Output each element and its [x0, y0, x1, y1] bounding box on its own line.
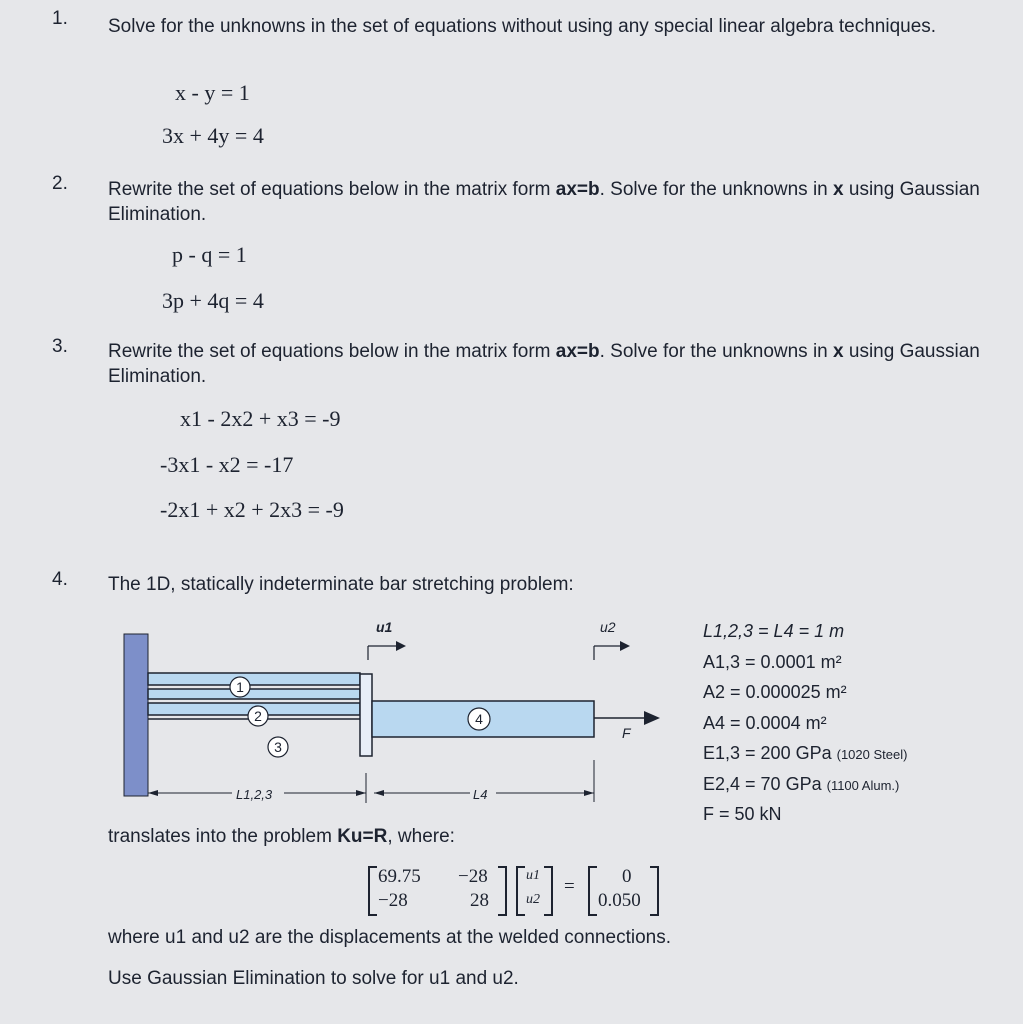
where-line: where u1 and u2 are the displacements at the welded connections. — [108, 927, 671, 948]
problem-2-number: 2. — [52, 173, 68, 194]
problem-2-equation-1: p - q = 1 — [172, 242, 247, 267]
K-11: 69.75 — [378, 866, 421, 887]
translates-line: translates into the problem Ku=R, where: — [108, 826, 455, 847]
bar-1 — [148, 673, 360, 685]
property-length: L1,2,3 = L4 = 1 m — [703, 621, 845, 641]
problem-1-equation-1: x - y = 1 — [175, 80, 250, 105]
problem-3-prompt: Rewrite the set of equations below in the matrix form ax=b. Solve for the unknowns in x using Gaussian Elimination. — [108, 341, 980, 387]
bar-label-4: 4 — [475, 711, 483, 727]
problem-3-equation-2: -3x1 - x2 = -17 — [160, 452, 294, 477]
problem-2-prompt: Rewrite the set of equations below in the matrix form ax=b. Solve for the unknowns in x using Gaussian Elimination. — [108, 179, 980, 225]
K-12: −28 — [458, 866, 488, 887]
problem-2-equation-2: 3p + 4q = 4 — [162, 288, 264, 313]
problem-4-prompt: The 1D, statically indeterminate bar stretching problem: — [108, 574, 574, 595]
property-area-1-3: A1,3 = 0.0001 m² — [703, 651, 842, 672]
property-force: F = 50 kN — [703, 804, 782, 824]
bar-label-1: 1 — [236, 679, 244, 695]
R-1: 0 — [622, 866, 632, 887]
problem-1-prompt: Solve for the unknowns in the set of equations without using any special linear algebra techniques. — [108, 16, 937, 37]
problem-1-number: 1. — [52, 8, 68, 29]
problem-1-equation-2: 3x + 4y = 4 — [162, 123, 264, 148]
length-label-a: L1,2,3 — [236, 787, 273, 802]
u1-label: u1 — [376, 619, 393, 635]
u2-label: u2 — [600, 619, 616, 635]
problem-4-number: 4. — [52, 569, 68, 590]
final-instruction: Use Gaussian Elimination to solve for u1 and u2. — [108, 968, 519, 989]
wall-support — [124, 634, 148, 796]
property-modulus-2-4: E2,4 = 70 GPa (1100 Alum.) — [703, 773, 900, 794]
K-22: 28 — [470, 890, 489, 911]
u-2: u2 — [526, 892, 540, 907]
bar-2 — [148, 689, 360, 699]
problem-3-equation-1: x1 - 2x2 + x3 = -9 — [180, 406, 341, 431]
stiffness-equation — [360, 862, 680, 918]
property-area-2: A2 = 0.000025 m² — [703, 682, 847, 702]
force-label: F — [622, 725, 631, 741]
K-21: −28 — [378, 890, 408, 911]
problem-3-number: 3. — [52, 336, 68, 357]
bar-diagram — [100, 610, 680, 810]
property-modulus-1-3: E1,3 = 200 GPa (1020 Steel) — [703, 743, 908, 763]
bar-label-3: 3 — [274, 739, 282, 755]
equals-sign: = — [564, 876, 575, 897]
property-area-4: A4 = 0.0004 m² — [703, 712, 827, 733]
length-label-b: L4 — [473, 787, 488, 802]
R-2: 0.050 — [598, 890, 641, 911]
material-properties — [703, 617, 907, 831]
problem-3-equation-3: -2x1 + x2 + 2x3 = -9 — [160, 497, 344, 522]
u-1: u1 — [526, 868, 540, 883]
welded-plate — [360, 674, 372, 756]
bar-label-2: 2 — [254, 708, 262, 724]
